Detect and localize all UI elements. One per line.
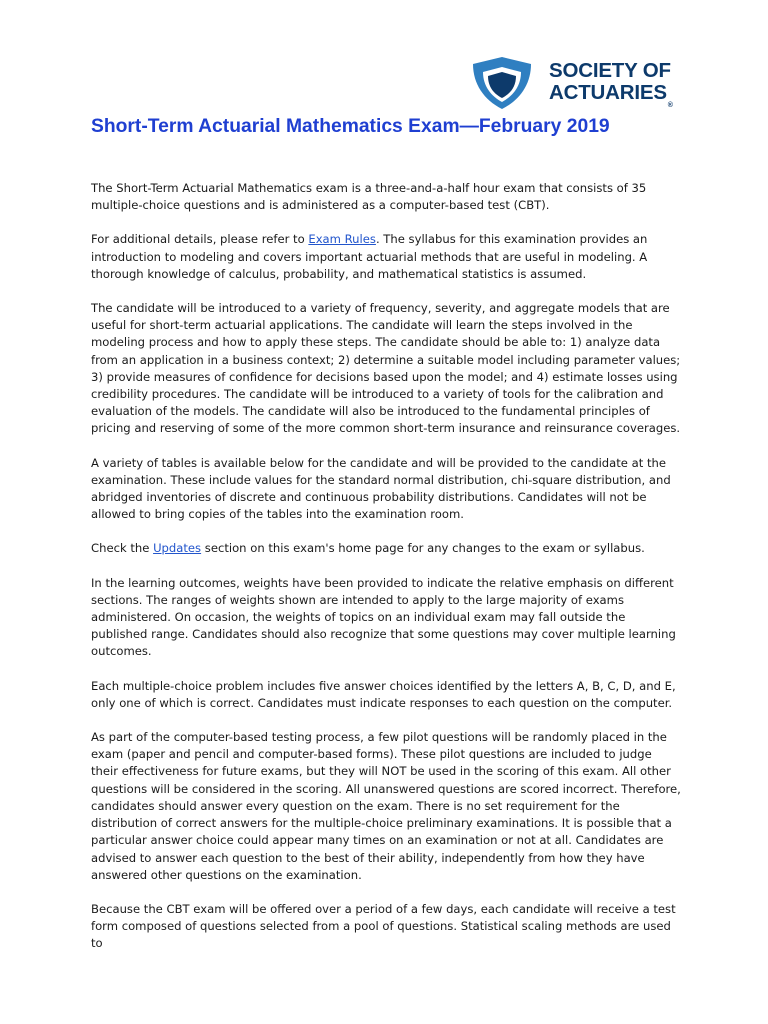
- paragraph-tables: A variety of tables is available below for the candidate and will be provided to the candidate at the examination. These include values for the standard normal distribution, chi-square distribution, and abridged inventories of discrete and continuous probability distributions. Candidates will not be allowed to bring copies of the tables into the examination room.: [91, 455, 671, 522]
- soa-logo: [468, 54, 690, 112]
- page-title: Short-Term Actuarial Mathematics Exam—February 2019: [91, 116, 610, 137]
- wordmark-line-2: [549, 81, 673, 109]
- paragraph-answer-choices: Each multiple-choice problem includes five answer choices identified by the letters A, B, C, D, and E, only one of which is correct. Candidates must indicate responses to each question on the computer.: [91, 678, 676, 710]
- paragraph-cbt-scaling: Because the CBT exam will be offered over a period of a few days, each candidate will receive a test form composed of questions selected from a pool of questions. Statistical scaling methods are used to: [91, 901, 676, 951]
- exam-rules-link[interactable]: Exam Rules: [308, 232, 376, 247]
- soa-shield-icon: [468, 54, 536, 112]
- paragraph-weights: In the learning outcomes, weights have been provided to indicate the relative emphasis on different sections. The ranges of weights shown are intended to apply to the large majority of exams administered. On occasion, the weights of topics on an individual exam may fall outside the published range. Candidates should also recognize that some questions may cover multiple learning outcomes.: [91, 575, 676, 659]
- paragraph-models: The candidate will be introduced to a variety of frequency, severity, and aggregate models that are useful for short-term actuarial applications. The candidate will learn the steps involved in the modeling process and how to apply these steps. The candidate should be able to: 1) analyze data from an application in a business context; 2) determine a suitable model including parameter values; 3) provide measures of confidence for decisions based upon the model; and 4) estimate losses using credibility procedures. The candidate will be introduced to a variety of tools for the calibration and evaluation of the models. The candidate will also be introduced to the fundamental principles of pricing and reserving of some of the more common short-term insurance and reinsurance coverages.: [91, 301, 681, 436]
- wordmark-line-2-text: ACTUARIES: [549, 81, 667, 104]
- document-body: [91, 180, 681, 970]
- text-segment: . The syllabus for this examination provides an introduction to modeling and covers important actuarial methods that are useful in modeling. A thorough knowledge of calculus, probability, and mathematical statistics is assumed.: [91, 232, 648, 281]
- wordmark-line-1: SOCIETY OF: [549, 59, 671, 82]
- soa-wordmark: [549, 59, 673, 109]
- registered-mark: ®: [667, 102, 673, 109]
- paragraph-pilot-questions: As part of the computer-based testing process, a few pilot questions will be randomly placed in the exam (paper and pencil and computer-based forms). These pilot questions are included to judge their effectiveness for future exams, but they will NOT be used in the scoring of this exam. All other questions will be considered in the scoring. All unanswered questions are scored incorrect. Therefore, candidates should answer every question on the exam. There is no set requirement for the distribution of correct answers for the multiple-choice preliminary examinations. It is possible that a particular answer choice could appear many times on an examination or not at all. Candidates are advised to answer each question to the best of their ability, independently from how they have answered other questions on the examination.: [91, 730, 681, 882]
- text-segment: For additional details, please refer to: [91, 232, 309, 247]
- paragraph-updates: [91, 540, 681, 557]
- paragraph-exam-format: The Short-Term Actuarial Mathematics exam is a three-and-a-half hour exam that consists of 35 multiple-choice questions and is administered as a computer-based test (CBT).: [91, 181, 647, 213]
- text-segment: section on this exam's home page for any changes to the exam or syllabus.: [201, 541, 645, 556]
- text-segment: Check the: [91, 541, 154, 556]
- paragraph-exam-rules: [91, 231, 681, 283]
- updates-link[interactable]: Updates: [153, 541, 202, 556]
